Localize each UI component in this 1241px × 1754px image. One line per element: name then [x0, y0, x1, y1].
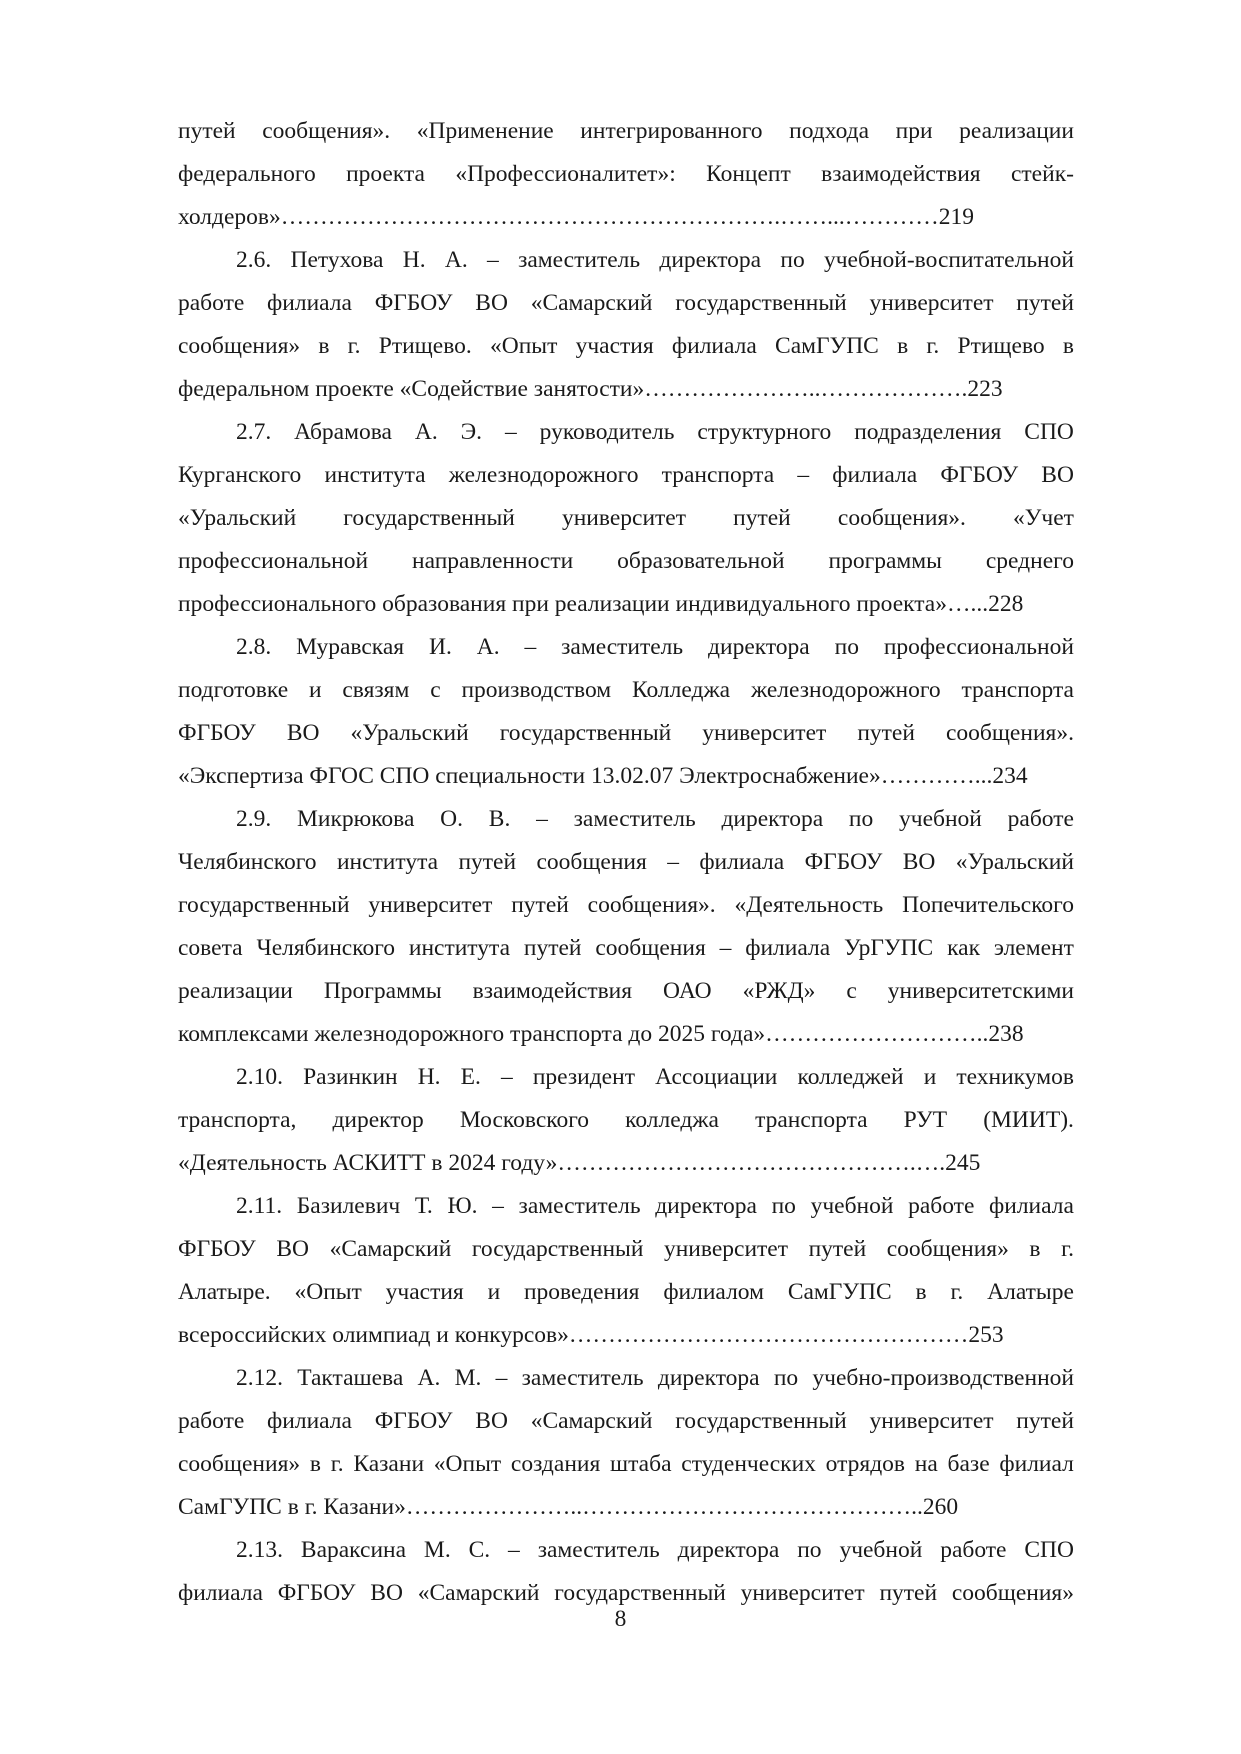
word: в	[1029, 1236, 1041, 1262]
word: СамГУПС	[787, 1279, 892, 1305]
word: заместитель	[573, 806, 696, 832]
word: –	[500, 1064, 513, 1090]
word: –	[495, 1365, 508, 1391]
word: участия	[385, 1279, 464, 1305]
word: Н.	[402, 247, 426, 273]
word: г.	[1061, 1236, 1074, 1262]
word: совета	[178, 935, 243, 961]
word: Ассоциации	[655, 1064, 778, 1090]
word: РУТ	[903, 1107, 948, 1133]
word: филиала	[267, 290, 352, 316]
word: элемент	[993, 935, 1074, 961]
word: колледжа	[625, 1107, 719, 1133]
word: А.	[417, 1365, 441, 1391]
word: 2.7.	[236, 419, 272, 445]
word: государственный	[499, 720, 672, 746]
word: профессиональной	[883, 634, 1074, 660]
word: А.	[476, 634, 500, 660]
word: подготовке	[178, 677, 289, 703]
word: –	[719, 935, 732, 961]
word: ФГБОУ	[940, 462, 1019, 488]
word: Э.	[460, 419, 483, 445]
toc-entry-first-line	[178, 798, 1074, 841]
word: базе	[947, 1451, 990, 1477]
word: –	[524, 634, 537, 660]
word: 2.11.	[236, 1193, 283, 1219]
word: учебной	[899, 806, 982, 832]
word: государственный	[675, 1408, 847, 1434]
toc-entry-line	[178, 325, 1074, 368]
word: «Опыт	[294, 1279, 362, 1305]
word: Вараксина	[300, 1537, 407, 1563]
toc-entry-line	[178, 1099, 1074, 1142]
word: 2.9.	[236, 806, 272, 832]
word: Петухова	[290, 247, 384, 273]
word: путей	[1016, 290, 1074, 316]
toc-entry-last-line: холдеров»……………………………………………………….……...…………219	[178, 204, 975, 230]
word: Разинкин	[303, 1064, 398, 1090]
word: по	[797, 1537, 822, 1563]
word: путей	[511, 892, 569, 918]
word: филиала	[745, 935, 831, 961]
word: Е.	[460, 1064, 481, 1090]
word: г.	[926, 333, 940, 359]
word: по	[771, 1193, 796, 1219]
word: –	[508, 1537, 520, 1563]
word: 2.8.	[236, 634, 272, 660]
toc-entry-line	[178, 884, 1074, 927]
word: Алатыре	[987, 1279, 1074, 1305]
word: –	[797, 462, 810, 488]
word: «Учет	[1013, 505, 1074, 531]
word: ФГБОУ	[178, 1236, 256, 1262]
word: –	[504, 419, 517, 445]
word: Муравская	[296, 634, 405, 660]
word: университет	[368, 892, 493, 918]
word: «РЖД»	[742, 978, 816, 1004]
word: 2.6.	[236, 247, 272, 273]
word: сообщения».	[587, 892, 716, 918]
toc-entry-last-line: СамГУПС в г. Казани»…………………..……………………………………..260	[178, 1494, 959, 1520]
word: подхода	[789, 118, 870, 144]
word: образовательной	[617, 548, 785, 574]
word: с	[846, 978, 857, 1004]
word: Колледжа	[631, 677, 731, 703]
word: по	[780, 247, 805, 273]
word: Курганского	[178, 462, 302, 488]
word: по	[834, 634, 859, 660]
table-of-contents-body	[178, 110, 1074, 1615]
word: транспорта	[961, 677, 1074, 703]
word: стейк-	[1010, 161, 1074, 187]
word: и	[923, 1064, 937, 1090]
word: директора	[708, 634, 810, 660]
word: А.	[444, 247, 468, 273]
word: ВО	[276, 1236, 309, 1262]
word: проекта	[346, 161, 425, 187]
word: при	[895, 118, 933, 144]
word: –	[487, 247, 499, 273]
word: института	[336, 849, 439, 875]
word: программы	[828, 548, 942, 574]
word: железнодорожного	[750, 677, 941, 703]
word: «Самарский	[530, 290, 653, 316]
word: –	[536, 806, 548, 832]
word: и	[487, 1279, 501, 1305]
toc-entry-last-line: «Деятельность АСКИТТ в 2024 году»……………………………………….….245	[178, 1150, 981, 1176]
toc-entry-line	[178, 153, 1074, 196]
word: Челябинского	[256, 935, 395, 961]
word: путей	[733, 505, 791, 531]
word: студенческих	[681, 1451, 816, 1477]
toc-entry-line	[178, 497, 1074, 540]
word: «Профессионалитет»:	[455, 161, 676, 187]
word: «Деятельность	[734, 892, 884, 918]
word: заместитель	[561, 634, 684, 660]
word: в	[318, 333, 330, 359]
word: директора	[721, 806, 824, 832]
word: И.	[428, 634, 452, 660]
word: Казани	[353, 1451, 425, 1477]
word: профессиональной	[178, 548, 369, 574]
word: в	[309, 1451, 321, 1477]
word: О.	[440, 806, 464, 832]
word: ВО	[475, 1408, 508, 1434]
toc-entry-first-line	[178, 1185, 1074, 1228]
toc-entry-last-line: профессионального образования при реализации индивидуального проекта»…...228	[178, 591, 1024, 617]
word: Н.	[417, 1064, 441, 1090]
word: СПО	[1024, 419, 1074, 445]
word: техникумов	[956, 1064, 1074, 1090]
word: университет	[869, 1408, 994, 1434]
word: учебной-воспитательной	[823, 247, 1074, 273]
word: «Уральский	[955, 849, 1074, 875]
word: института	[408, 935, 511, 961]
word: М.	[454, 1365, 482, 1391]
word: директора	[677, 1537, 780, 1563]
word: университет	[663, 1236, 788, 1262]
word: сообщения»	[178, 1451, 301, 1477]
word: интегрированного	[580, 118, 763, 144]
word: Абрамова	[294, 419, 392, 445]
toc-entry-line	[178, 712, 1074, 755]
word: реализации	[178, 978, 293, 1004]
word: участия	[575, 333, 654, 359]
word: филиал	[999, 1451, 1074, 1477]
word: в	[1062, 333, 1074, 359]
word: Челябинского	[178, 849, 317, 875]
word: учебной	[810, 1193, 894, 1219]
word: Концепт	[706, 161, 791, 187]
word: федерального	[178, 161, 316, 187]
word: М.	[423, 1537, 451, 1563]
word: в	[915, 1279, 927, 1305]
word: директора	[657, 1365, 760, 1391]
word: сообщения	[595, 935, 706, 961]
word: университет	[702, 720, 827, 746]
word: СПО	[1024, 1537, 1074, 1563]
word: сообщения»	[951, 1580, 1074, 1606]
word: среднего	[985, 548, 1074, 574]
word: Ртищево.	[378, 333, 472, 359]
word: сообщения»	[178, 333, 301, 359]
word: ВО	[475, 290, 508, 316]
word: «Уральский	[178, 505, 297, 531]
toc-entry-line	[178, 927, 1074, 970]
word: Такташева	[297, 1365, 404, 1391]
word: ВО	[902, 849, 936, 875]
word: ФГБОУ	[277, 1580, 356, 1606]
word: сообщения»	[886, 1236, 1009, 1262]
word: г.	[950, 1279, 964, 1305]
word: ФГБОУ	[374, 1408, 453, 1434]
word: государственный	[471, 1236, 644, 1262]
toc-entry-last-line: федеральном проекте «Содействие занятости»…………………..……………….223	[178, 376, 1003, 402]
word: СамГУПС	[775, 333, 879, 359]
toc-entry-first-line	[178, 626, 1074, 669]
word: института	[324, 462, 426, 488]
word: государственный	[554, 1580, 726, 1606]
word: «Самарский	[417, 1580, 540, 1606]
word: УрГУПС	[844, 935, 934, 961]
word: ВО	[1041, 462, 1074, 488]
word: и	[308, 677, 322, 703]
word: заместитель	[518, 1193, 641, 1219]
word: путей	[1016, 1408, 1074, 1434]
toc-entry-first-line	[178, 1357, 1074, 1400]
toc-entry-line	[178, 1271, 1074, 1314]
word: «Уральский	[350, 720, 469, 746]
word: С.	[468, 1537, 491, 1563]
word: Алатыре.	[178, 1279, 271, 1305]
word: Московского	[459, 1107, 590, 1133]
word: 2.13.	[236, 1537, 283, 1563]
word: президент	[532, 1064, 635, 1090]
word: университет	[740, 1580, 865, 1606]
word: сообщения».	[837, 505, 966, 531]
toc-entry-line	[178, 970, 1074, 1013]
word: ФГБОУ	[178, 720, 256, 746]
toc-entry-first-line	[178, 411, 1074, 454]
word: железнодорожного	[448, 462, 639, 488]
word: ОАО	[663, 978, 712, 1004]
word: г.	[330, 1451, 344, 1477]
toc-entry-last-line: «Экспертиза ФГОС СПО специальности 13.02.07 Электроснабжение»…………...234	[178, 763, 1028, 789]
word: ВО	[370, 1580, 403, 1606]
toc-entry-last-line: всероссийских олимпиад и конкурсов»……………………………………………253	[178, 1322, 1004, 1348]
word: филиалом	[663, 1279, 764, 1305]
word: реализации	[959, 118, 1074, 144]
word: на	[914, 1451, 938, 1477]
toc-entry-first-line	[178, 1529, 1074, 1572]
word: –	[667, 849, 679, 875]
word: директор	[332, 1107, 424, 1133]
toc-entry-line	[178, 282, 1074, 325]
word: Т.	[414, 1193, 433, 1219]
word: Микрюкова	[297, 806, 415, 832]
word: производством	[461, 677, 612, 703]
word: учебной	[839, 1537, 923, 1563]
toc-entry-line	[178, 841, 1074, 884]
word: директора	[659, 247, 762, 273]
toc-entry-line	[178, 110, 1074, 153]
word: путей	[857, 720, 915, 746]
word: ВО	[286, 720, 320, 746]
word: университет	[869, 290, 994, 316]
word: университетскими	[887, 978, 1074, 1004]
toc-entry-first-line	[178, 239, 1074, 282]
word: колледжей	[797, 1064, 904, 1090]
word: директора	[655, 1193, 757, 1219]
word: проведения	[523, 1279, 640, 1305]
word: государственный	[178, 892, 350, 918]
word: «Применение	[416, 118, 554, 144]
word: «Самарский	[329, 1236, 452, 1262]
word: по	[773, 1365, 799, 1391]
toc-entry-line	[178, 669, 1074, 712]
word: Базилевич	[296, 1193, 401, 1219]
word: направленности	[412, 548, 574, 574]
word: государственный	[675, 290, 847, 316]
toc-entry-last-line: комплексами железнодорожного транспорта до 2025 года»………………………..238	[178, 1021, 1024, 1047]
word: «Самарский	[530, 1408, 653, 1434]
word: г.	[347, 333, 361, 359]
word: взаимодействия	[472, 978, 633, 1004]
word: сообщения».	[945, 720, 1074, 746]
word: учебно-производственной	[812, 1365, 1074, 1391]
word: транспорта	[661, 462, 775, 488]
word: Программы	[323, 978, 442, 1004]
word: работе	[908, 1193, 975, 1219]
word: заместитель	[537, 1537, 660, 1563]
word: путей	[879, 1580, 938, 1606]
word: штаба	[610, 1451, 672, 1477]
word: филиала	[267, 1408, 352, 1434]
word: по	[848, 806, 874, 832]
page-number: 8	[614, 1606, 627, 1632]
word: в	[897, 333, 909, 359]
toc-entry-line	[178, 1443, 1074, 1486]
word: отрядов	[825, 1451, 906, 1477]
word: филиала	[178, 1580, 263, 1606]
word: «Опыт	[490, 333, 558, 359]
word: подразделения	[854, 419, 1002, 445]
toc-entry-line	[178, 454, 1074, 497]
word: взаимодействия	[821, 161, 981, 187]
word: ФГБОУ	[374, 290, 453, 316]
word: заместитель	[518, 247, 641, 273]
toc-entry-first-line	[178, 1056, 1074, 1099]
word: с	[430, 677, 441, 703]
word: структурного	[697, 419, 832, 445]
word: филиала	[832, 462, 918, 488]
word: ФГБОУ	[804, 849, 883, 875]
word: «Опыт	[433, 1451, 502, 1477]
toc-entry-line	[178, 1228, 1074, 1271]
toc-entry-line	[178, 1400, 1074, 1443]
word: Попечительского	[902, 892, 1074, 918]
word: Ртищево	[957, 333, 1045, 359]
word: В.	[488, 806, 511, 832]
word: руководитель	[539, 419, 675, 445]
word: заместитель	[521, 1365, 644, 1391]
word: транспорта	[755, 1107, 868, 1133]
word: 2.10.	[236, 1064, 283, 1090]
word: путей	[458, 849, 517, 875]
word: связям	[342, 677, 410, 703]
word: работе	[178, 1408, 245, 1434]
word: (МИИТ).	[983, 1107, 1074, 1133]
word: работе	[940, 1537, 1007, 1563]
word: филиала	[699, 849, 785, 875]
word: сообщения».	[262, 118, 391, 144]
word: 2.12.	[236, 1365, 283, 1391]
word: университет	[561, 505, 686, 531]
word: как	[947, 935, 981, 961]
word: А.	[414, 419, 438, 445]
word: филиала	[671, 333, 757, 359]
word: работе	[1007, 806, 1074, 832]
word: –	[492, 1193, 504, 1219]
word: работе	[178, 290, 245, 316]
word: путей	[178, 118, 236, 144]
toc-entry-line	[178, 540, 1074, 583]
word: путей	[523, 935, 582, 961]
word: сообщения	[536, 849, 647, 875]
word: государственный	[343, 505, 515, 531]
word: Ю.	[447, 1193, 478, 1219]
word: создания	[510, 1451, 601, 1477]
word: транспорта,	[178, 1107, 297, 1133]
word: филиала	[989, 1193, 1074, 1219]
word: путей	[808, 1236, 867, 1262]
